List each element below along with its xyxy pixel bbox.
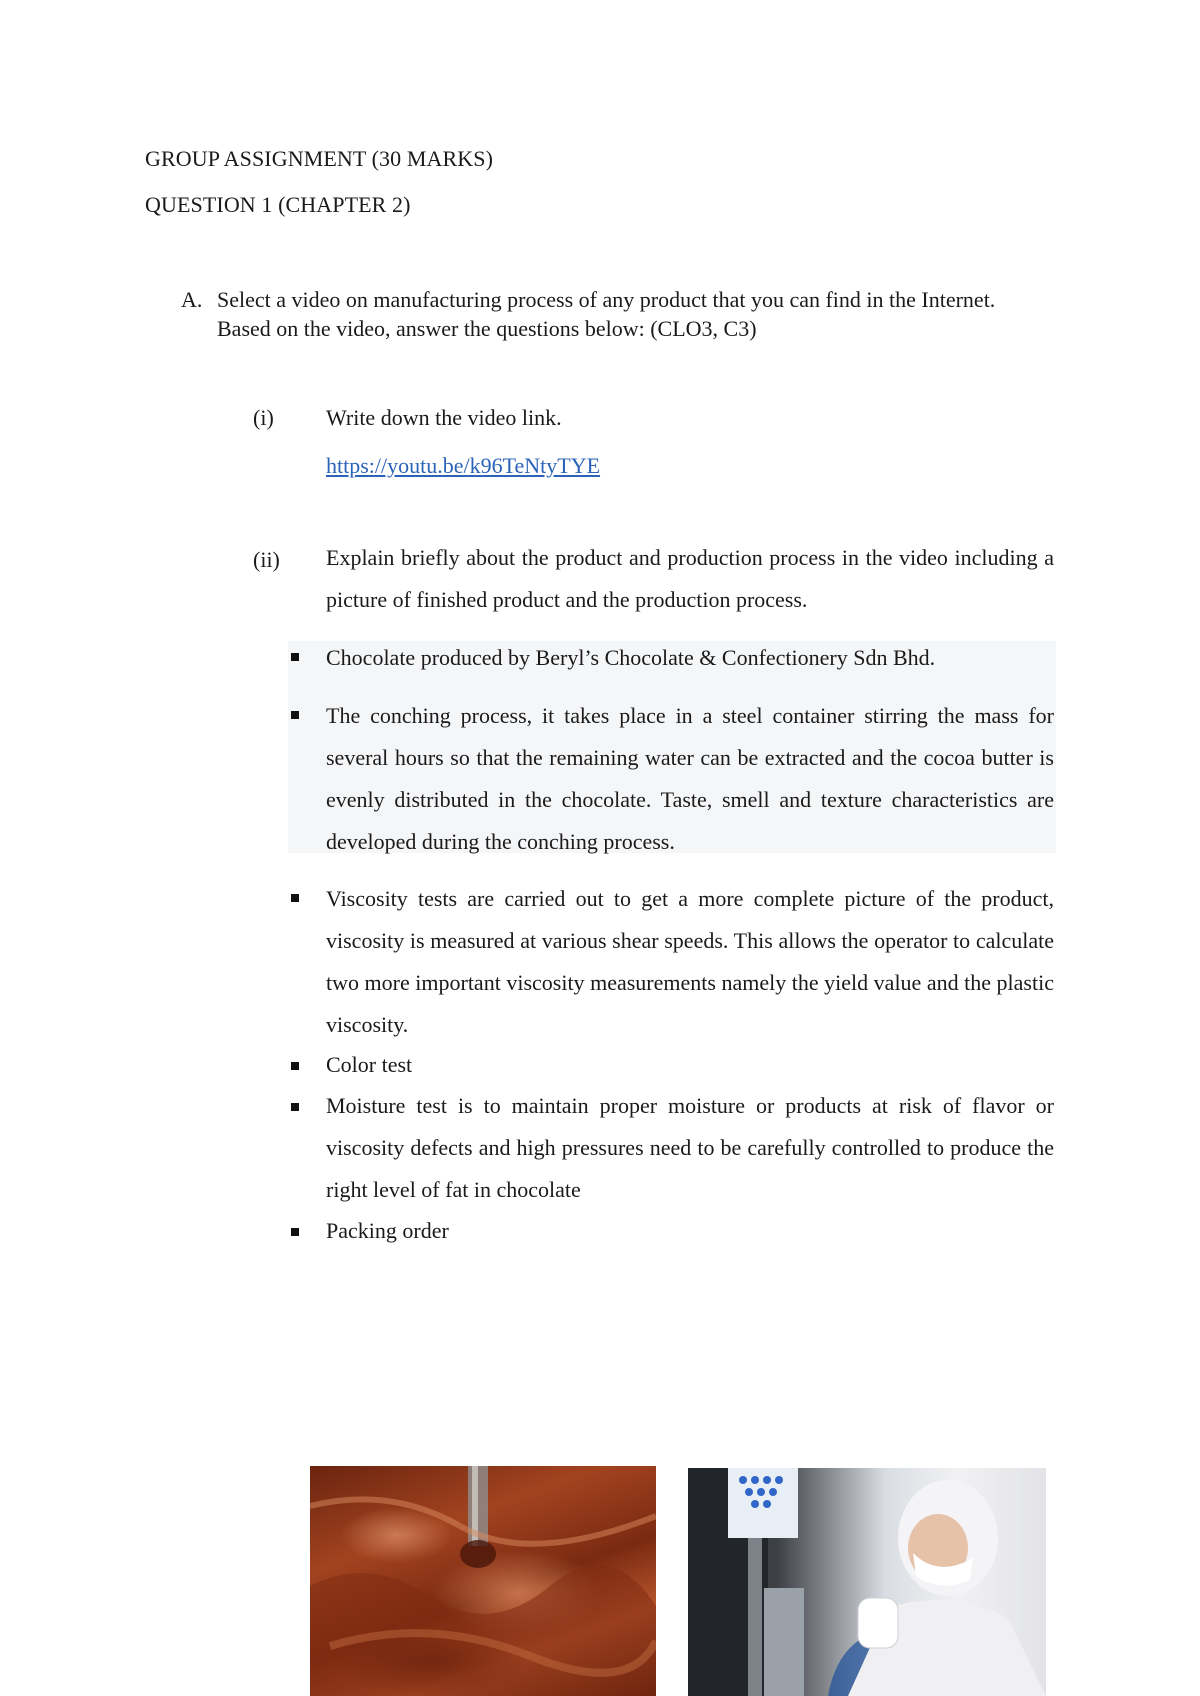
section-a-instructions: Select a video on manufacturing process of any product that you can find in the Internet. Based on the video, answer the questions below: (CLO3, C3) [217,287,996,341]
item-i-number: (i) [253,405,274,430]
lab-illustration [688,1468,1046,1696]
bullet-item-color-test: Color test [326,1052,413,1077]
assignment-title: GROUP ASSIGNMENT (30 MARKS) [145,146,494,171]
bullet-item-viscosity: Viscosity tests are carried out to get a more complete picture of the product, viscosity is measured at various shear speeds. This allows the operator to calculate two more important viscosity measurements namely the yield value and the plastic viscosity. [326,886,1054,1037]
bullet-marker [291,711,299,719]
bullet-marker [291,894,299,902]
bullet-item-moisture-test: Moisture test is to maintain proper moisture or products at risk of flavor or viscosity defects and high pressures need to be carefully controlled to produce the right level of fat in chocolate [326,1093,1054,1202]
chocolate-conching-photo [310,1466,656,1696]
section-a-letter: A. [181,287,203,312]
bullet-marker [291,1062,299,1070]
bullet-marker [291,653,299,661]
bullet-marker [291,1228,299,1236]
chocolate-illustration [310,1466,656,1696]
item-i-text: Write down the video link. [326,405,562,430]
item-ii-number: (ii) [253,547,280,572]
video-link[interactable]: https://youtu.be/k96TeNtyTYE [326,453,601,478]
question-title: QUESTION 1 (CHAPTER 2) [145,192,411,217]
bullet-item-conching: The conching process, it takes place in a steel container stirring the mass for several hours so that the remaining water can be extracted and the cocoa butter is evenly distributed in the chocolate. Taste, smell and texture characteristics are developed during the conching process. [326,703,1054,854]
viscosity-test-lab-photo [688,1468,1046,1696]
bullet-item-producer: Chocolate produced by Beryl’s Chocolate & Confectionery Sdn Bhd. [326,645,936,670]
item-ii-text: Explain briefly about the product and production process in the video including a picture of finished product and the production process. [326,545,1054,612]
bullet-item-packing: Packing order [326,1218,449,1243]
bullet-marker [291,1103,299,1111]
